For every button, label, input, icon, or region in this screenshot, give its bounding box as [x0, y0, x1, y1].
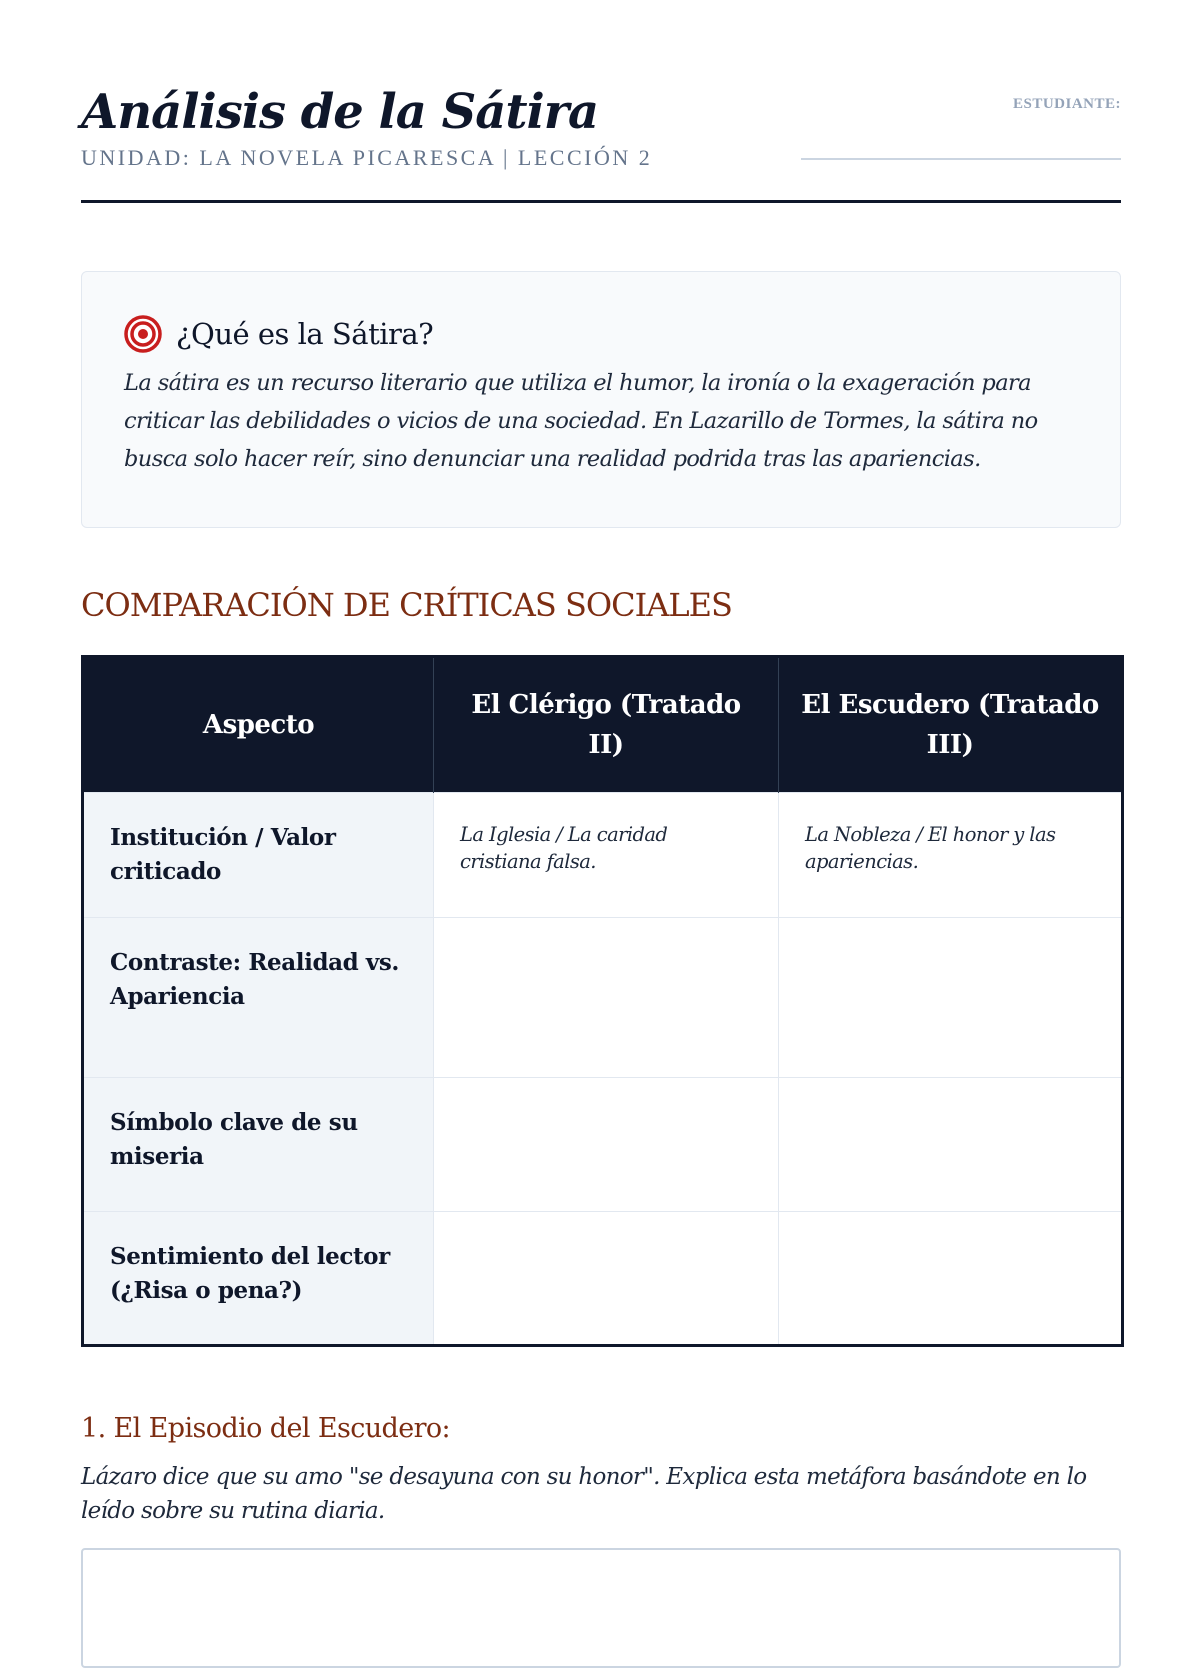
table-header-row	[83, 657, 1123, 793]
aspect-cell: Institución / Valor criticado	[83, 793, 434, 918]
escudero-answer-cell[interactable]	[779, 918, 1123, 1078]
escudero-answer-cell: La Nobleza / El honor y las apariencias.	[779, 793, 1123, 918]
aspect-cell: Símbolo clave de su miseria	[83, 1078, 434, 1212]
question-1-answer-box[interactable]	[81, 1548, 1121, 1668]
clerigo-answer-cell: La Iglesia / La caridad cristiana falsa.	[434, 793, 779, 918]
table-row	[83, 793, 1123, 918]
definition-heading	[124, 314, 1078, 354]
clerigo-answer-cell[interactable]	[434, 1212, 779, 1346]
student-name-line[interactable]	[801, 158, 1121, 160]
clerigo-answer-cell[interactable]	[434, 918, 779, 1078]
aspect-cell: Contraste: Realidad vs. Apariencia	[83, 918, 434, 1078]
column-header-clerigo: El Clérigo (Tratado II)	[434, 657, 779, 793]
student-label: ESTUDIANTE:	[1012, 96, 1121, 112]
definition-box	[81, 271, 1121, 528]
comparison-section-title: COMPARACIÓN DE CRÍTICAS SOCIALES	[81, 586, 732, 624]
table-row	[83, 1078, 1123, 1212]
escudero-answer-cell[interactable]	[779, 1212, 1123, 1346]
column-header-escudero: El Escudero (Tratado III)	[779, 657, 1123, 793]
clerigo-answer-cell[interactable]	[434, 1078, 779, 1212]
escudero-answer-cell[interactable]	[779, 1078, 1123, 1212]
question-1-text: Lázaro dice que su amo "se desayuna con su honor". Explica esta metáfora basándote en lo leído sobre su rutina diaria.	[81, 1464, 1087, 1524]
student-field	[801, 96, 1121, 113]
page-title: Análisis de la Sátira	[81, 84, 599, 140]
aspect-cell: Sentimiento del lector (¿Risa o pena?)	[83, 1212, 434, 1346]
table-row	[83, 1212, 1123, 1346]
unit-subtitle: UNIDAD: LA NOVELA PICARESCA | LECCIÓN 2	[81, 145, 653, 170]
definition-title: ¿Qué es la Sátira?	[176, 317, 434, 351]
table-row	[83, 918, 1123, 1078]
target-icon	[124, 315, 162, 353]
question-1-title: 1. El Episodio del Escudero:	[81, 1413, 451, 1444]
definition-text: La sátira es un recurso literario que utiliza el humor, la ironía o la exageración para criticar las debilidades o vicios de una sociedad. En Lazarillo de Tormes, la sátira no busca solo hacer reír, sino denunciar una realidad podrida tras las apariencias.	[124, 370, 1038, 472]
comparison-table	[81, 655, 1124, 1347]
column-header-aspect: Aspecto	[83, 657, 434, 793]
worksheet-header	[81, 0, 1121, 203]
worksheet-page	[81, 0, 1121, 1524]
